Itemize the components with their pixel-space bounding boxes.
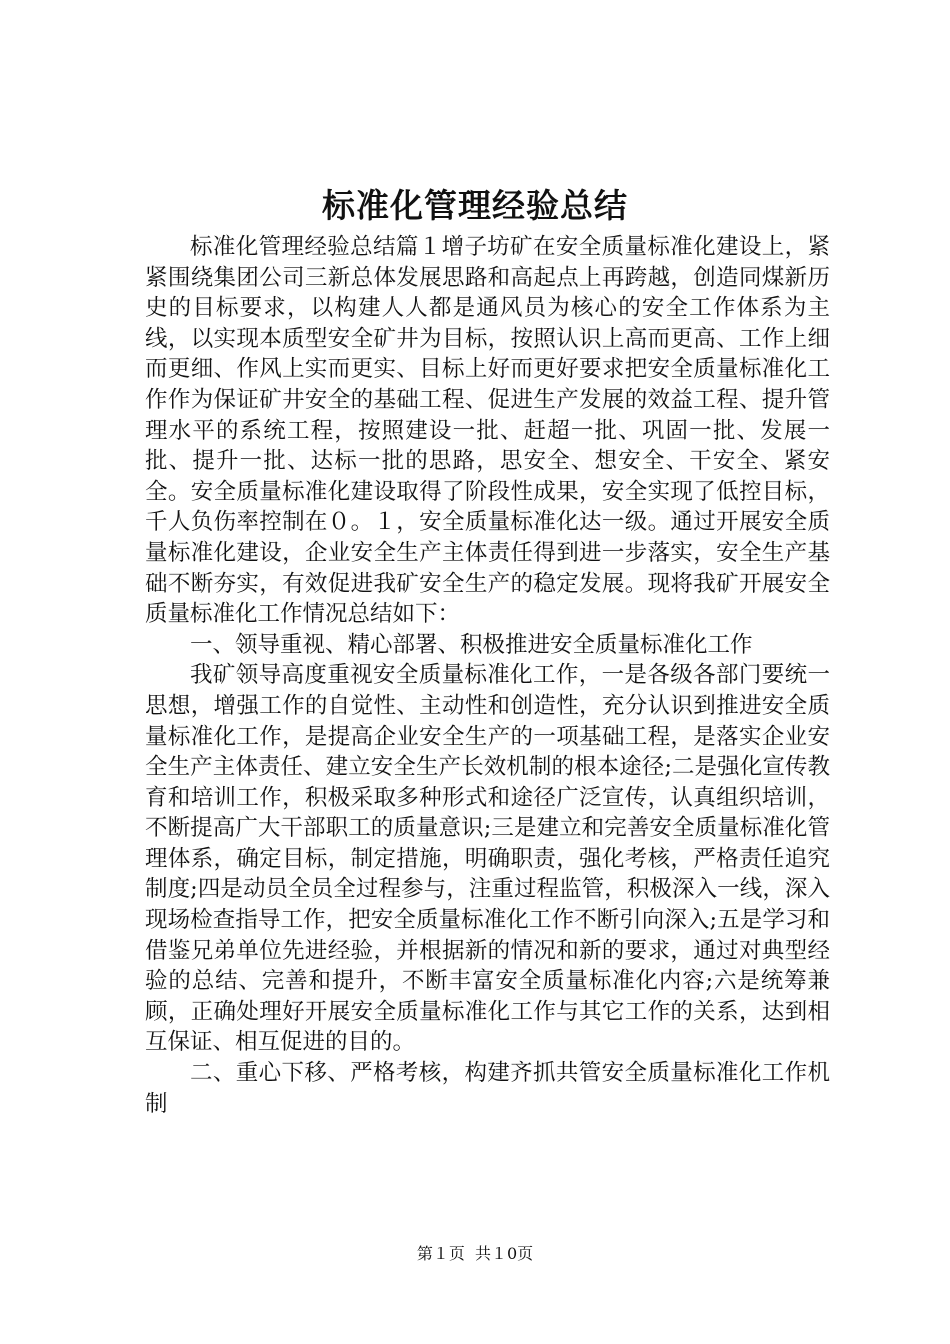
- document-title: 标准化管理经验总结: [322, 186, 628, 225]
- intro-paragraph: 标准化管理经验总结篇１增子坊矿在安全质量标准化建设上，紧紧围绕集团公司三新总体发展思路和高起点上再跨越，创造同煤新历史的目标要求，以构建人人都是通风员为核心的安全工作体系为主线，以实现本质型安全矿井为目标，按照认识上高而更高、工作上细而更细、作风上实而更实、目标上好而更好要求把安全质量标准化工作作为保证矿井安全的基础工程、促进生产发展的效益工程、提升管理水平的系统工程，按照建设一批、赶超一批、巩固一批、发展一批、提升一批、达标一批的思路，思安全、想安全、干安全、紧安全。安全质量标准化建设取得了阶段性成果，安全实现了低控目标，千人负伤率控制在０。１，安全质量标准化达一级。通过开展安全质量标准化建设，企业安全生产主体责任得到进一步落实，安全生产基础不断夯实，有效促进我矿安全生产的稳定发展。现将我矿开展安全质量标准化工作情况总结如下：: [145, 234, 830, 628]
- document-body: [145, 232, 830, 1119]
- page-footer: [0, 1243, 950, 1265]
- section-paragraph-1: 我矿领导高度重视安全质量标准化工作，一是各级各部门要统一思想，增强工作的自觉性、主动性和创造性，充分认识到推进安全质量标准化工作，是提高企业安全生产的一项基础工程，是落实企业安全生产主体责任、建立安全生产长效机制的根本途径;二是强化宣传教育和培训工作，积极采取多种形式和途径广泛宣传，认真组织培训，不断提高广大干部职工的质量意识;三是建立和完善安全质量标准化管理体系，确定目标，制定措施，明确职责，强化考核，严格责任追究制度;四是动员全员全过程参与，注重过程监管，积极深入一线，深入现场检查指导工作，把安全质量标准化工作不断引向深入;五是学习和借鉴兄弟单位先进经验，并根据新的情况和新的要求，通过对典型经验的总结、完善和提升，不断丰富安全质量标准化内容;六是统筹兼顾，正确处理好开展安全质量标准化工作与其它工作的关系，达到相互保证、相互促进的目的。: [145, 662, 830, 1056]
- section-heading-1: 一、领导重视、精心部署、积极推进安全质量标准化工作: [190, 631, 753, 658]
- page-number-label: 第１页 共１0页: [416, 1244, 534, 1263]
- section-heading-2: 二、重心下移、严格考核，构建齐抓共管安全质量标准化工作机制: [145, 1060, 830, 1117]
